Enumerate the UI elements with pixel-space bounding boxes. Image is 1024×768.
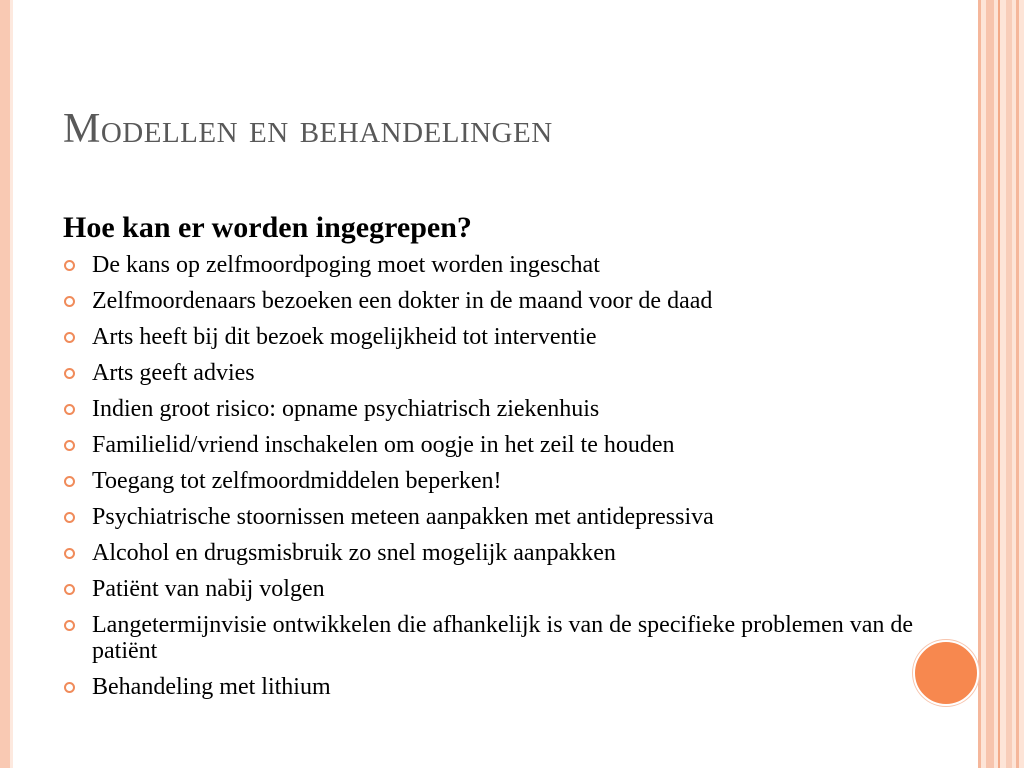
slide-title: Modellen en behandelingen: [63, 106, 553, 152]
hollow-circle-bullet-icon: [64, 512, 75, 523]
hollow-circle-bullet-icon: [64, 440, 75, 451]
bullet-text: Familielid/vriend inschakelen om oogje in het zeil te houden: [92, 432, 675, 458]
slide-subheading: Hoe kan er worden ingegrepen?: [63, 211, 472, 244]
bullet-text: Psychiatrische stoornissen meteen aanpakken met antidepressiva: [92, 504, 714, 530]
bullet-item: [64, 674, 974, 700]
hollow-circle-bullet-icon: [64, 548, 75, 559]
right-border-stripe: [1006, 0, 1012, 768]
hollow-circle-bullet-icon: [64, 476, 75, 487]
hollow-circle-bullet-icon: [64, 404, 75, 415]
bullet-text: Arts geeft advies: [92, 360, 255, 386]
hollow-circle-bullet-icon: [64, 260, 75, 271]
bullet-text: Arts heeft bij dit bezoek mogelijkheid tot interventie: [92, 324, 597, 350]
bullet-text: Toegang tot zelfmoordmiddelen beperken!: [92, 468, 502, 494]
left-border-inner-stripe: [10, 0, 13, 768]
right-border-stripe: [978, 0, 981, 768]
hollow-circle-bullet-icon: [64, 368, 75, 379]
right-border-stripe: [986, 0, 994, 768]
bullet-item: [64, 432, 974, 458]
bullet-item: [64, 504, 974, 530]
orange-circle-icon: [913, 640, 979, 706]
bullet-text: De kans op zelfmoordpoging moet worden ingeschat: [92, 252, 600, 278]
hollow-circle-bullet-icon: [64, 620, 75, 631]
bullet-item: [64, 324, 974, 350]
bullet-list: [64, 252, 974, 710]
hollow-circle-bullet-icon: [64, 682, 75, 693]
bullet-text: Indien groot risico: opname psychiatrisch ziekenhuis: [92, 396, 600, 422]
bullet-item: [64, 576, 974, 602]
hollow-circle-bullet-icon: [64, 332, 75, 343]
bullet-item: [64, 252, 974, 278]
bullet-item: [64, 540, 974, 566]
bullet-item: [64, 468, 974, 494]
right-border-stripe: [998, 0, 1000, 768]
right-border-stripe: [1016, 0, 1019, 768]
left-border-stripe: [0, 0, 10, 768]
bullet-item: [64, 288, 974, 314]
bullet-text: Langetermijnvisie ontwikkelen die afhankelijk is van de specifieke problemen van de patiënt: [92, 612, 914, 664]
bullet-text: Alcohol en drugsmisbruik zo snel mogelijk aanpakken: [92, 540, 616, 566]
hollow-circle-bullet-icon: [64, 296, 75, 307]
bullet-item: [64, 612, 974, 664]
bullet-text: Zelfmoordenaars bezoeken een dokter in de maand voor de daad: [92, 288, 713, 314]
bullet-text: Patiënt van nabij volgen: [92, 576, 325, 602]
bullet-item: [64, 396, 974, 422]
hollow-circle-bullet-icon: [64, 584, 75, 595]
bullet-item: [64, 360, 974, 386]
bullet-text: Behandeling met lithium: [92, 674, 331, 700]
